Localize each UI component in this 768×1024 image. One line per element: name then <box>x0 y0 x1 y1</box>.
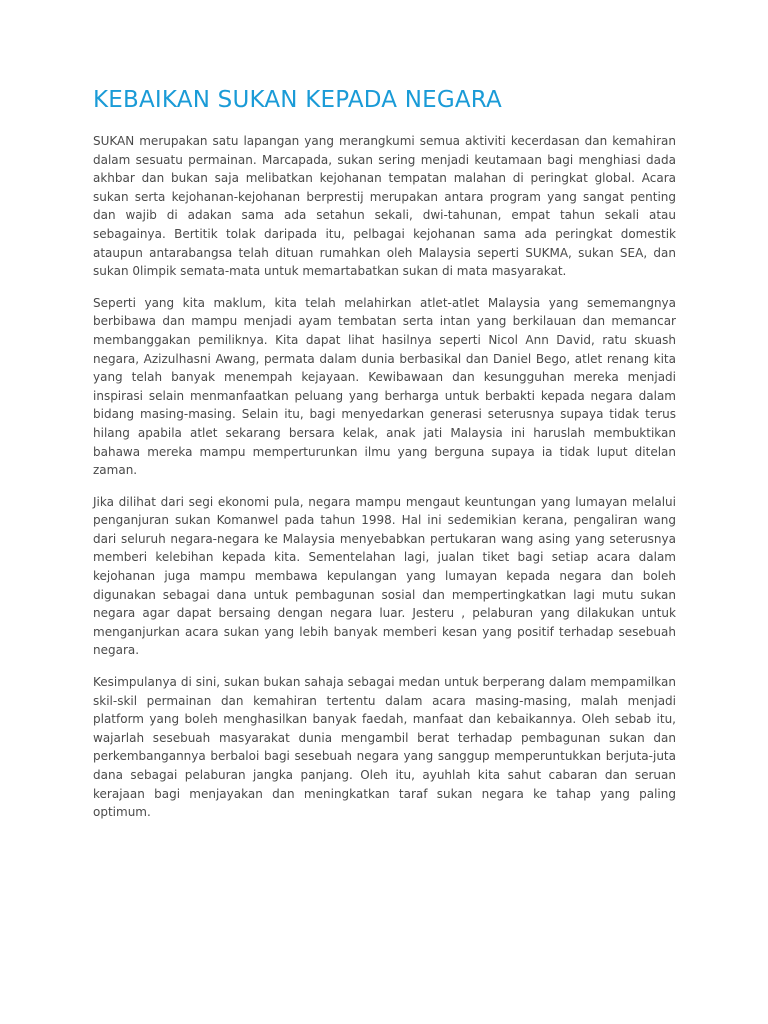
paragraph-economy: Jika dilihat dari segi ekonomi pula, negara mampu mengaut keuntungan yang lumayan melalui penganjuran sukan Komanwel pada tahun 1998. Hal ini sedemikian kerana, pengaliran wang dari seluruh negara-negara ke Malaysia menyebabkan pertukaran wang asing yang seterusnya memberi kelebihan kepada kita. Sementelahan lagi, jualan tiket bagi setiap acara dalam kejohanan juga mampu membawa kepulangan yang lumayan kepada negara dan boleh digunakan sebagai dana untuk pembagunan sosial dan mempertingkatkan lagi mutu sukan negara agar dapat bersaing dengan negara luar. Jesteru , pelaburan yang dilakukan untuk menganjurkan acara sukan yang lebih banyak memberi kesan yang positif terhadap sesebuah negara. <box>93 494 676 658</box>
paragraph-intro: SUKAN merupakan satu lapangan yang merangkumi semua aktiviti kecerdasan dan kemahiran dalam sesuatu permainan. Marcapada, sukan sering menjadi keutamaan bagi menghiasi dada akhbar dan bukan saja melibatkan kejohanan tempatan malahan di peringkat global. Acara sukan serta kejohanan-kejohanan berprestij merupakan antara program yang sangat penting dan wajib di adakan sama ada setahun sekali, dwi-tahunan, empat tahun sekali atau sebagainya. Bertitik tolak daripada itu, pelbagai kejohanan sama ada peringkat domestik ataupun antarabangsa telah dituan rumahkan oleh Malaysia seperti SUKMA, sukan SEA, dan sukan 0limpik semata-mata untuk memartabatkan sukan di mata masyarakat. <box>93 134 676 279</box>
page-title: KEBAIKAN SUKAN KEPADA NEGARA <box>93 87 502 113</box>
paragraph-conclusion: Kesimpulanya di sini, sukan bukan sahaja sebagai medan untuk berperang dalam mempamilkan skil-skil permainan dan kemahiran tertentu dalam acara masing-masing, malah menjadi platform yang boleh menghasilkan banyak faedah, manfaat dan kebaikannya. Oleh sebab itu, wajarlah sesebuah masyarakat dunia mengambil berat terhadap pembagunan sukan dan perkembangannya berbaloi bagi sesebuah negara yang sanggup memperuntukkan berjuta-juta dana sebagai pelaburan jangka panjang. Oleh itu, ayuhlah kita sahut cabaran dan seruan kerajaan bagi menjayakan dan meningkatkan taraf sukan negara ke tahap yang paling optimum. <box>93 675 676 820</box>
paragraph-athletes: Seperti yang kita maklum, kita telah melahirkan atlet-atlet Malaysia yang sememangnya berbibawa dan mampu menjadi ayam tembatan serta intan yang berkilauan dan memancar membanggakan pemiliknya. Kita dapat lihat hasilnya seperti Nicol Ann David, ratu skuash negara, Azizulhasni Awang, permata dalam dunia berbasikal dan Daniel Bego, atlet renang kita yang telah banyak menempah kejayaan. Kewibawaan dan kesungguhan mereka menjadi inspirasi selain menmanfaatkan peluang yang berharga untuk berbakti kepada negara dalam bidang masing-masing. Selain itu, bagi menyedarkan generasi seterusnya supaya tidak terus hilang apabila atlet sekarang bersara kelak, anak jati Malaysia ini haruslah membuktikan bahawa mereka mampu memperturunkan ilmu yang berguna supaya ia tidak luput ditelan zaman. <box>93 295 676 478</box>
